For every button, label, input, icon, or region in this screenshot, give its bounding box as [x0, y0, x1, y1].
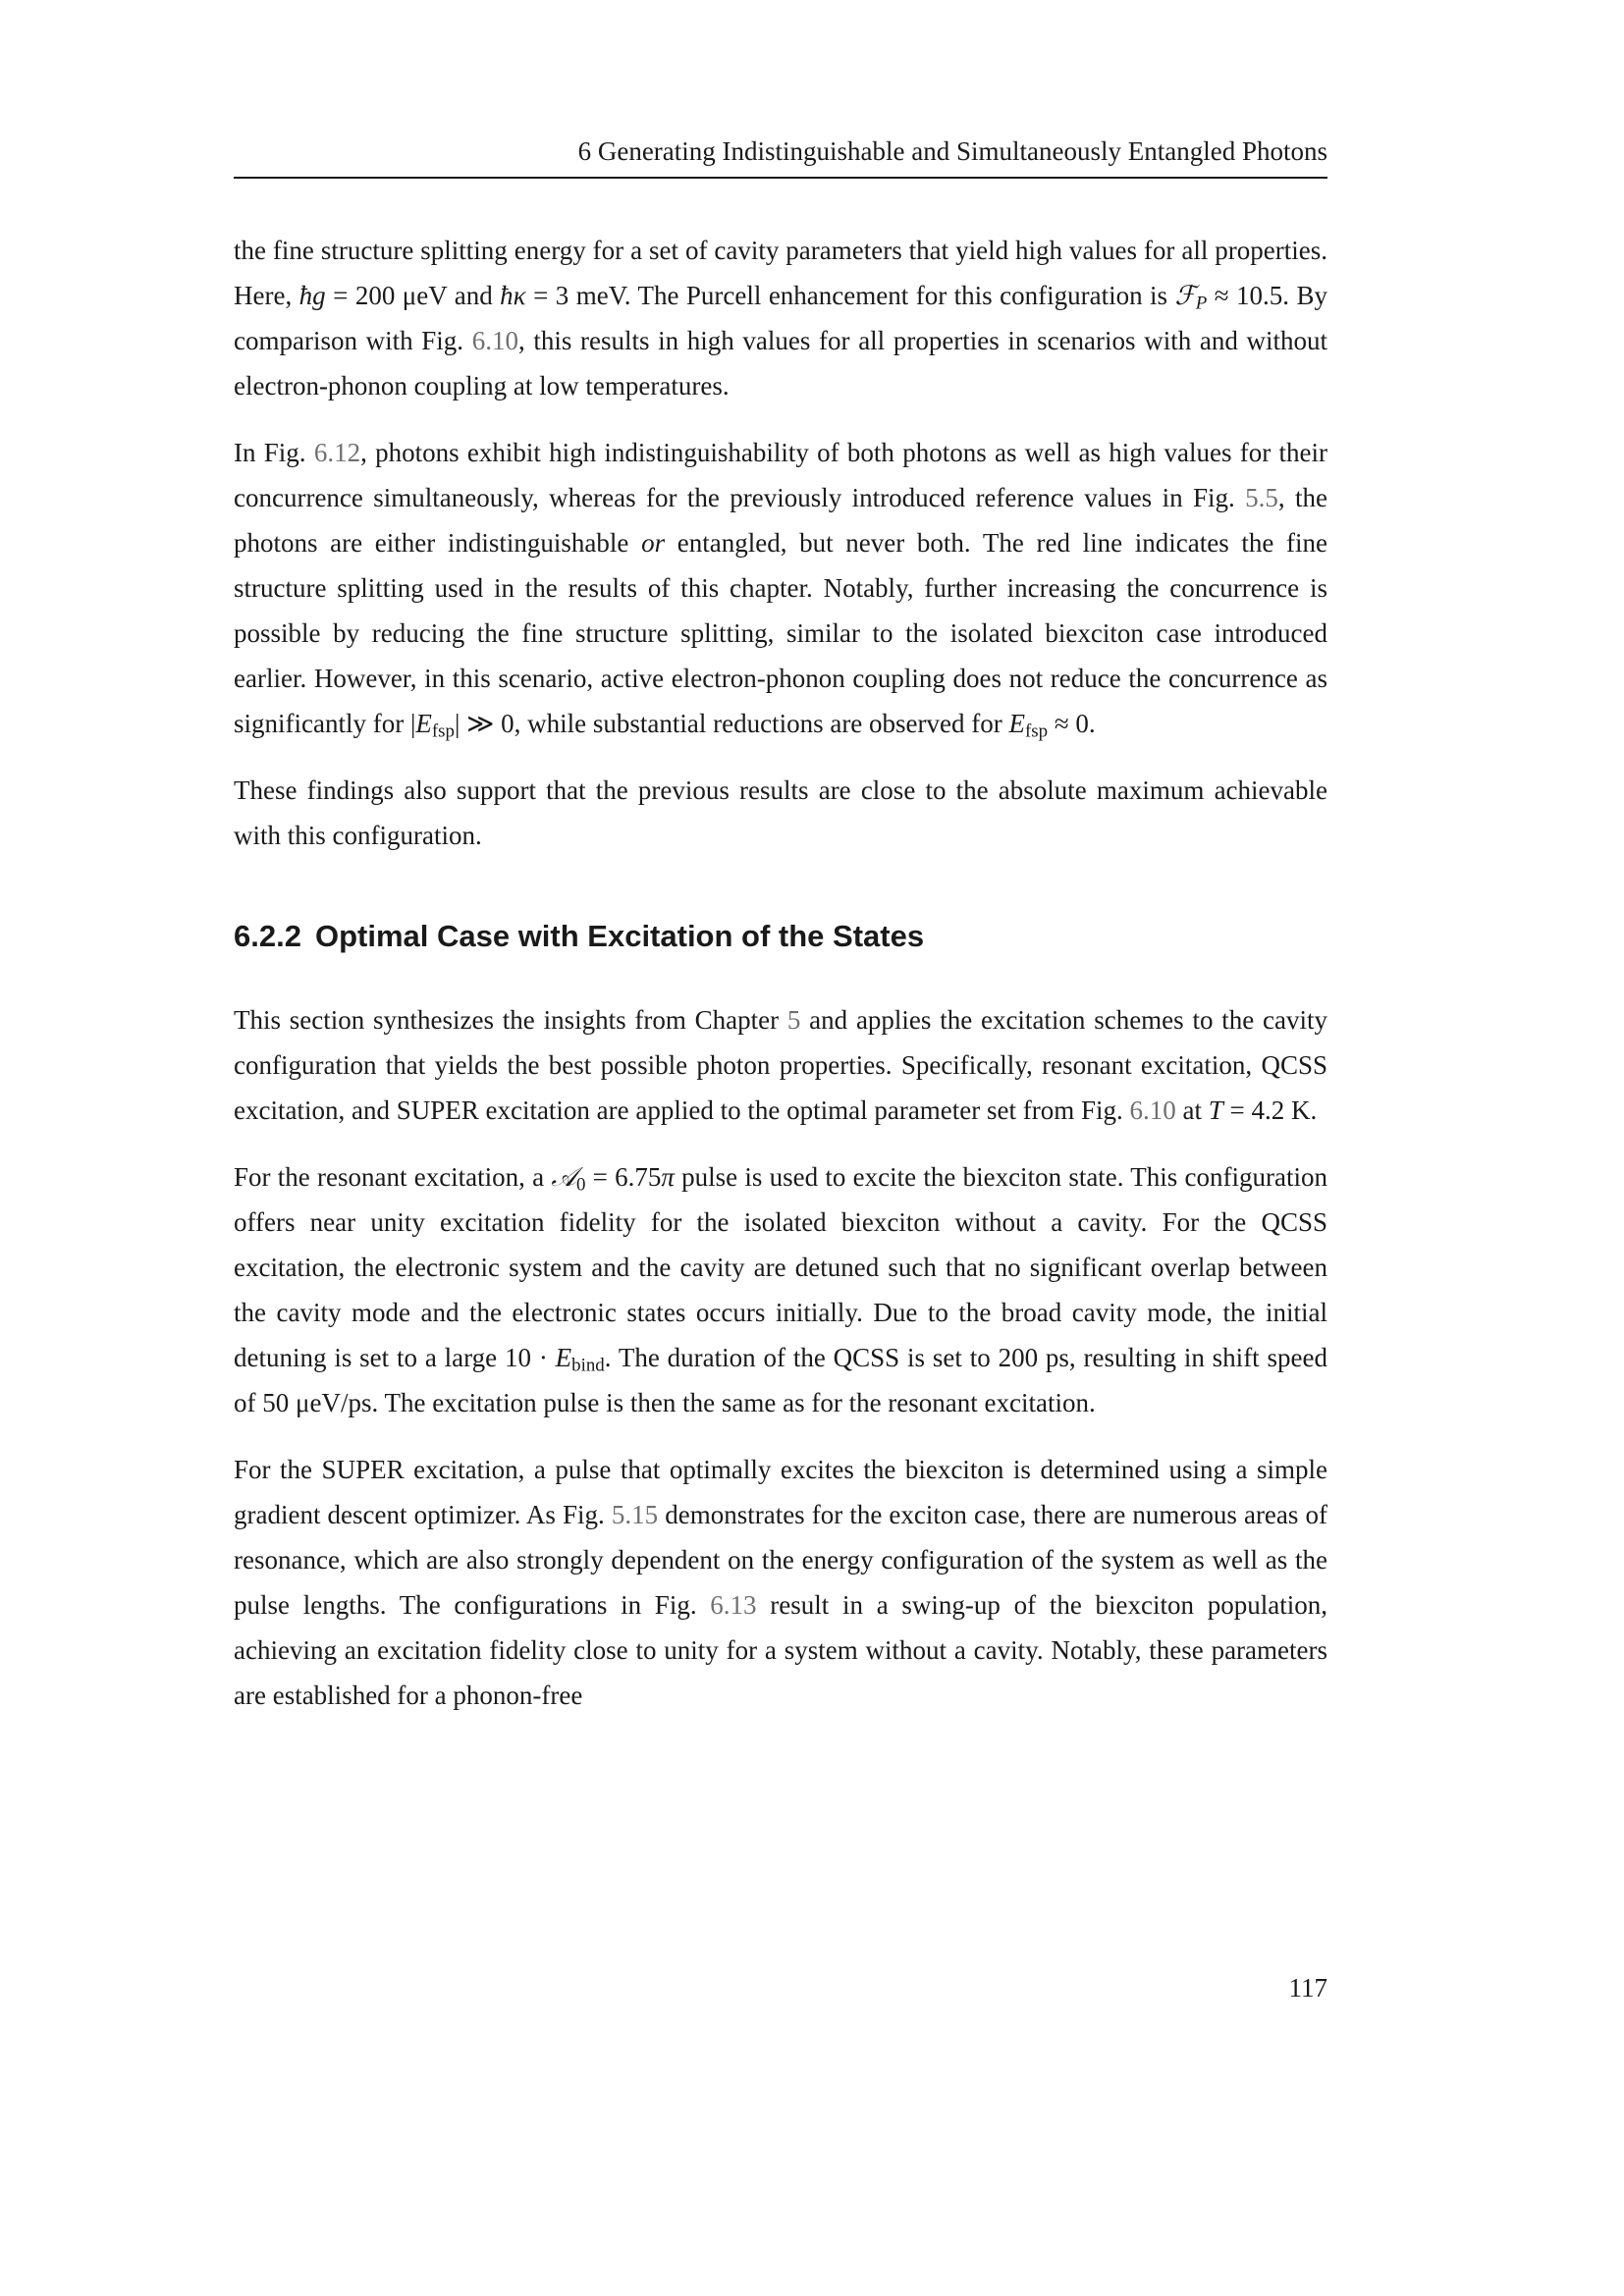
- text-run: , the photons are either indistinguishable: [234, 483, 1327, 558]
- paragraph-4: [234, 997, 1327, 1133]
- math-hg: ħg: [298, 281, 326, 310]
- text-run: . The duration of the QCSS is set to 200 ps, resulting in shift speed of 50 μeV/ps. The excitation pulse is then the same as for the resonant excitation.: [234, 1343, 1327, 1417]
- figure-reference-link[interactable]: 6.12: [313, 438, 361, 467]
- text-run: , this results in high values for all properties in scenarios with and without electron-phonon coupling at low temperatures.: [234, 326, 1327, 400]
- text-run: | ≫ 0, while substantial reductions are observed for: [454, 709, 1009, 738]
- figure-reference-link[interactable]: 6.13: [710, 1590, 757, 1620]
- text-run: In Fig.: [234, 438, 314, 467]
- text-run: pulse is used to excite the biexciton state. This configuration offers near unity excitation fidelity for the isolated biexciton without a cavity. For the QCSS excitation, the electronic system and the cavity are detuned such that no significant overlap between the cavity mode and the electronic states occurs initially. Due to the broad cavity mode, the initial detuning is set to a large 10 ·: [234, 1162, 1328, 1372]
- main-text: [234, 228, 1327, 1739]
- math-purcell: ℱ: [1174, 281, 1196, 310]
- figure-reference-link[interactable]: 5.5: [1245, 483, 1278, 512]
- text-run: and applies the excitation schemes to the cavity configuration that yields the best possible photon properties. Specifically, resonant excitation, QCSS excitation, and SUPER excitation are applied to the optimal parameter set from Fig.: [234, 1005, 1327, 1125]
- paragraph-2: [234, 430, 1327, 746]
- text-run: These findings also support that the previous results are close to the absolute maximum achievable with this configuration.: [234, 775, 1327, 850]
- math-e: E: [555, 1343, 572, 1372]
- emphasis: or: [641, 528, 666, 558]
- section-title: Optimal Case with Excitation of the States: [314, 919, 925, 953]
- math-t: T: [1208, 1095, 1223, 1125]
- math-subscript: 0: [575, 1174, 586, 1196]
- figure-reference-link[interactable]: 6.10: [471, 326, 518, 355]
- text-run: = 200 μeV and: [325, 281, 501, 310]
- math-subscript: bind: [571, 1355, 605, 1376]
- text-run: ≈ 0.: [1048, 709, 1096, 738]
- text-run: the fine structure splitting energy for a set of cavity parameters that yield high values for all properties. Here,: [234, 236, 1327, 310]
- text-run: result in a swing-up of the biexciton population, achieving an excitation fidelity close to unity for a system without a cavity. Notably, these parameters are established for a phonon-free: [234, 1590, 1327, 1710]
- figure-reference-link[interactable]: 6.10: [1129, 1095, 1176, 1125]
- paragraph-1: [234, 228, 1327, 408]
- text-run: entangled, but never both. The red line indicates the fine structure splitting used in the results of this chapter. Notably, further increasing the concurrence is possible by reducing the fine structure splitting, similar to the isolated biexciton case introduced earlier. However, in this scenario, active electron-phonon coupling does not reduce the concurrence as significantly for |: [234, 528, 1328, 738]
- math-subscript: P: [1195, 293, 1208, 314]
- text-run: = 3 meV. The Purcell enhancement for this configuration is: [525, 281, 1175, 310]
- text-run: For the SUPER excitation, a pulse that optimally excites the biexciton is determined using a simple gradient descent optimizer. As Fig.: [234, 1455, 1327, 1529]
- math-a0: 𝒜: [551, 1162, 576, 1192]
- text-run: = 4.2 K.: [1222, 1095, 1318, 1125]
- text-run: This section synthesizes the insights from Chapter: [234, 1005, 787, 1035]
- paragraph-5: [234, 1154, 1327, 1425]
- text-run: demonstrates for the exciton case, there are numerous areas of resonance, which are also strongly dependent on the energy configuration of the system as well as the pulse lengths. The configurations in Fig.: [234, 1500, 1327, 1620]
- text-run: = 6.75: [585, 1162, 662, 1192]
- paragraph-3: [234, 768, 1327, 858]
- math-e: E: [1008, 709, 1025, 738]
- section-heading: [234, 917, 1327, 956]
- text-run: , photons exhibit high indistinguishability of both photons as well as high values for their concurrence simultaneously, whereas for the previously introduced reference values in Fig.: [234, 438, 1328, 512]
- text-run: at: [1175, 1095, 1209, 1125]
- math-e: E: [415, 709, 432, 738]
- running-header-text: 6 Generating Indistinguishable and Simultaneously Entangled Photons: [577, 136, 1327, 166]
- math-pi: π: [661, 1162, 675, 1192]
- chapter-reference-link[interactable]: 5: [786, 1005, 801, 1035]
- page-number: 117: [1288, 1973, 1327, 2002]
- paragraph-6: [234, 1447, 1327, 1718]
- math-subscript: fsp: [431, 721, 455, 742]
- text-run: For the resonant excitation, a: [234, 1162, 552, 1192]
- math-subscript: fsp: [1025, 721, 1049, 742]
- section-number: 6.2.2: [234, 919, 301, 953]
- running-header: [234, 133, 1327, 179]
- math-hkappa: ħκ: [500, 281, 526, 310]
- text-run: ≈ 10.5. By comparison with Fig.: [234, 281, 1328, 355]
- figure-reference-link[interactable]: 5.15: [611, 1500, 659, 1529]
